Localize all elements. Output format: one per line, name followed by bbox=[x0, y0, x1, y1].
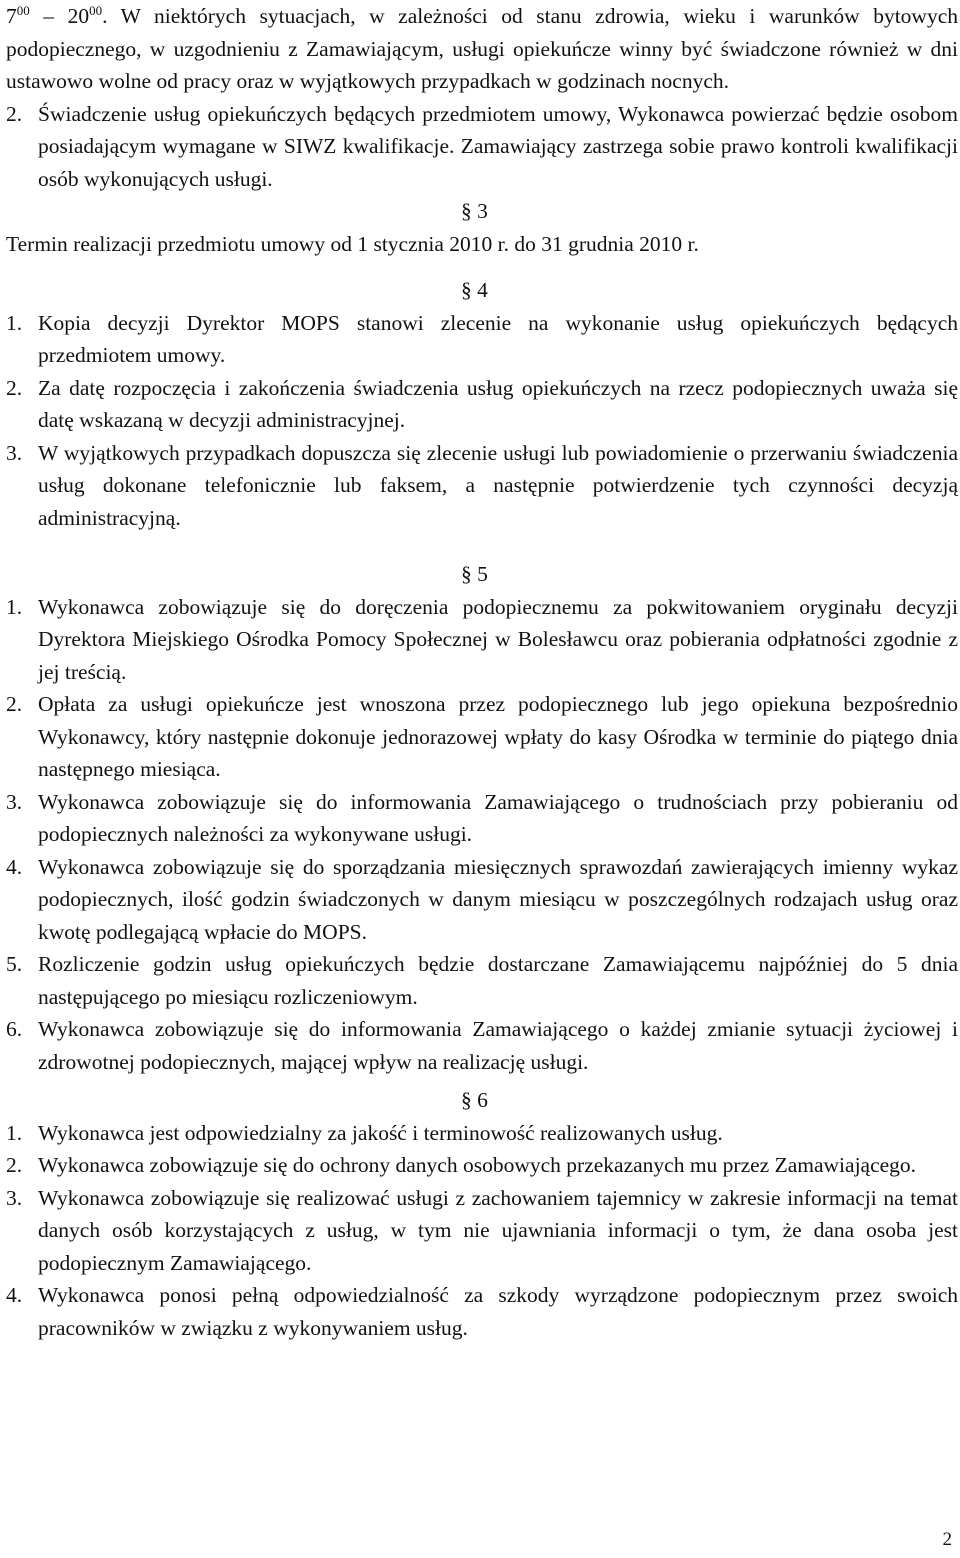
item-text: Wykonawca zobowiązuje się realizować usługi z zachowaniem tajemnicy w zakresie informacji na temat danych osób korzystających z usług, w tym nie ujawniania informacji o tym, że dana osoba jest podopiecznym Zamawiającego. bbox=[38, 1185, 958, 1275]
item-text: Za datę rozpoczęcia i zakończenia świadczenia usług opiekuńczych na rzecz podopiecznych uważa się datę wskazaną w decyzji administracyjnej. bbox=[38, 375, 958, 432]
list-item bbox=[6, 1117, 958, 1150]
list-item bbox=[6, 372, 958, 437]
list-item bbox=[6, 1149, 958, 1182]
item-number: 3. bbox=[6, 1185, 23, 1210]
item-number: 1. bbox=[6, 310, 23, 335]
list-item bbox=[6, 591, 958, 689]
hour-start-sup: 00 bbox=[16, 2, 30, 18]
document-page bbox=[6, 0, 958, 1344]
item-text: Rozliczenie godzin usług opiekuńczych będzie dostarczane Zamawiającemu najpóźniej do 5 dnia następującego po miesiącu rozliczeniowym. bbox=[38, 952, 958, 1009]
section-3-paragraph: Termin realizacji przedmiotu umowy od 1 stycznia 2010 r. do 31 grudnia 2010 r. bbox=[6, 231, 699, 256]
item-text: Świadczenie usług opiekuńczych będących przedmiotem umowy, Wykonawca powierzać będzie osobom posiadającym wymagane w SIWZ kwalifikacje. Zamawiający zastrzega sobie prawo kontroli kwalifikacji osób wykonujących usługi. bbox=[38, 101, 958, 191]
item-text: Wykonawca zobowiązuje się do informowania Zamawiającego o trudnościach przy pobieraniu od podopiecznych należności za wykonywane usługi. bbox=[38, 789, 958, 846]
item-number: 3. bbox=[6, 789, 23, 814]
section-heading-4: § 4 bbox=[461, 278, 488, 302]
list-item bbox=[6, 1182, 958, 1280]
item-number: 1. bbox=[6, 1120, 23, 1145]
item-text: Wykonawca zobowiązuje się do sporządzania miesięcznych sprawozdań zawierających imienny wykaz podopiecznych, ilość godzin świadczonych w danym miesiącu w poszczególnych rodzajach usług oraz kwotę podlegającą wpłacie do MOPS. bbox=[38, 854, 958, 944]
item-text: Wykonawca zobowiązuje się do informowania Zamawiającego o każdej zmianie sytuacji życiowej i zdrowotnej podopiecznych, mającej wpływ na realizację usługi. bbox=[38, 1017, 958, 1074]
list-item bbox=[6, 1013, 958, 1078]
item-number: 5. bbox=[6, 952, 23, 976]
intro-text: . W niektórych sytuacjach, w zależności od stanu zdrowia, wieku i warunków bytowych podopiecznego, w uzgodnieniu z Zamawiającym, usługi opiekuńcze winny być świadczone również w dni ustawowo wolne od pracy oraz w wyjątkowych przypadkach w godzinach nocnych. bbox=[6, 4, 958, 93]
item-number: 2. bbox=[6, 101, 23, 126]
item-text: Wykonawca ponosi pełną odpowiedzialność za szkody wyrządzone podopiecznym przez swoich pracowników w związku z wykonywaniem usług. bbox=[38, 1283, 958, 1340]
list-item bbox=[6, 786, 958, 851]
hour-dash: – bbox=[29, 4, 68, 28]
item-number: 3. bbox=[6, 440, 23, 465]
item-number: 1. bbox=[6, 594, 23, 619]
list-item bbox=[6, 948, 958, 1013]
item-number: 2. bbox=[6, 692, 23, 716]
item-text: Wykonawca zobowiązuje się do ochrony danych osobowych przekazanych mu przez Zamawiającego. bbox=[38, 1153, 917, 1177]
intro-paragraph bbox=[6, 0, 958, 98]
item-text: Kopia decyzji Dyrektor MOPS stanowi zlecenie na wykonanie usług opiekuńczych będących przedmiotem umowy. bbox=[38, 310, 958, 367]
page-number: 2 bbox=[942, 1529, 952, 1550]
section-heading-3: § 3 bbox=[461, 199, 488, 223]
list-item bbox=[6, 307, 958, 372]
hour-start: 7 bbox=[6, 4, 17, 28]
list-item bbox=[6, 851, 958, 949]
list-item bbox=[6, 98, 958, 196]
item-number: 2. bbox=[6, 1153, 23, 1177]
item-text: Wykonawca jest odpowiedzialny za jakość i terminowość realizowanych usług. bbox=[38, 1120, 723, 1145]
list-item bbox=[6, 1279, 958, 1344]
item-number: 4. bbox=[6, 1283, 23, 1307]
item-number: 6. bbox=[6, 1017, 23, 1041]
hour-end-sup: 00 bbox=[89, 2, 103, 18]
item-number: 4. bbox=[6, 854, 23, 879]
list-item bbox=[6, 688, 958, 786]
section-heading-5: § 5 bbox=[461, 562, 488, 586]
item-text: Opłata za usługi opiekuńcze jest wnoszona przez podopiecznego lub jego opiekuna bezpośrednio Wykonawcy, który następnie dokonuje jednorazowej wpłaty do kasy Ośrodka w terminie do piątego dnia następnego miesiąca. bbox=[38, 692, 958, 781]
item-number: 2. bbox=[6, 375, 23, 400]
hour-end: 20 bbox=[67, 4, 90, 28]
list-item bbox=[6, 437, 958, 535]
item-text: W wyjątkowych przypadkach dopuszcza się zlecenie usługi lub powiadomienie o przerwaniu świadczenia usług dokonane telefonicznie lub faksem, a następnie potwierdzenie tych czynności decyzją administracyjną. bbox=[38, 440, 958, 530]
item-text: Wykonawca zobowiązuje się do doręczenia podopiecznemu za pokwitowaniem oryginału decyzji Dyrektora Miejskiego Ośrodka Pomocy Społecznej w Bolesławcu oraz pobierania odpłatności zgodnie z jej treścią. bbox=[38, 594, 958, 684]
section-heading-6: § 6 bbox=[461, 1088, 488, 1112]
